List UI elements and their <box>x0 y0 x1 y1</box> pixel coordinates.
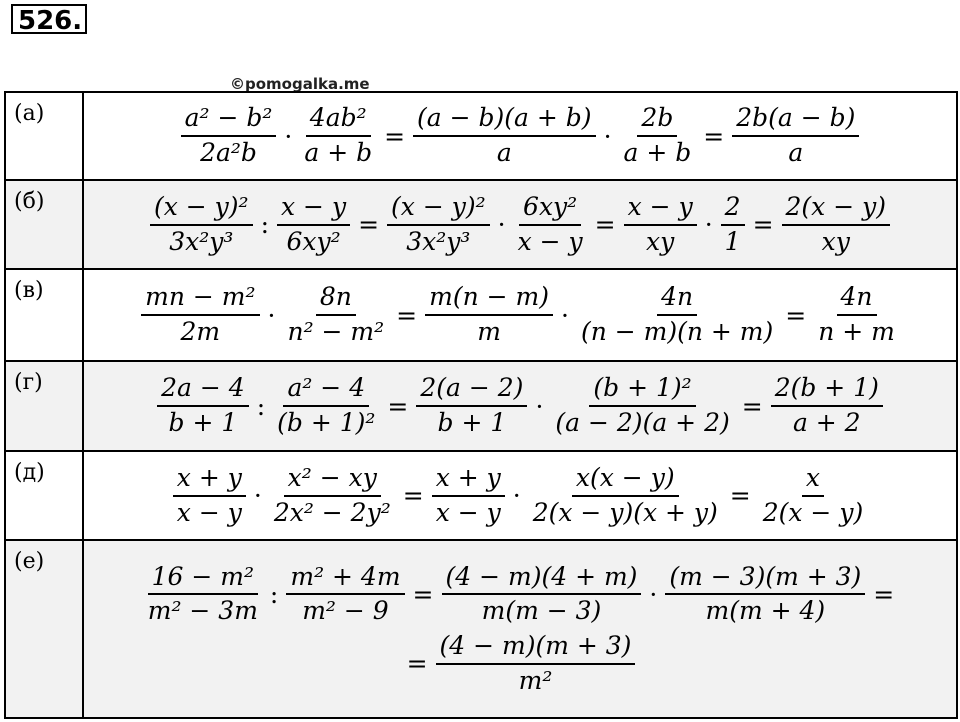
numerator: x + y <box>173 464 246 497</box>
equation <box>141 563 900 627</box>
expression-cell <box>83 361 957 451</box>
denominator: a <box>788 138 804 167</box>
denominator: a <box>496 138 512 167</box>
denominator: 2m <box>180 317 221 346</box>
row-label: (е) <box>5 540 83 718</box>
operator: = <box>396 300 418 330</box>
denominator: 3x²y³ <box>406 226 471 256</box>
expression-cell <box>83 269 957 361</box>
equation <box>178 104 863 168</box>
operator: · <box>561 300 569 330</box>
operator: = <box>594 210 616 239</box>
denominator: 6xy² <box>286 226 341 256</box>
denominator: 2(x − y)(x + y) <box>532 497 718 527</box>
table-row <box>5 269 957 361</box>
equation <box>138 283 902 347</box>
expression-cell <box>83 180 957 269</box>
fraction <box>732 104 859 168</box>
expression-cell <box>83 451 957 540</box>
fraction <box>514 193 587 257</box>
denominator: (a − 2)(a + 2) <box>555 408 730 437</box>
numerator: 2 <box>721 193 745 226</box>
operator: = <box>741 391 763 421</box>
fraction <box>273 374 379 438</box>
row-label: (в) <box>5 269 83 361</box>
denominator: xy <box>646 226 675 256</box>
numerator: a² − 4 <box>283 374 369 407</box>
numerator: 8n <box>316 283 356 316</box>
fraction <box>771 374 883 438</box>
numerator: 6xy² <box>519 193 581 226</box>
denominator: m(m − 3) <box>481 596 602 626</box>
fraction <box>577 283 777 347</box>
fraction <box>416 374 527 438</box>
equation <box>147 193 893 257</box>
fraction <box>721 193 745 257</box>
fraction <box>286 563 404 627</box>
table-row <box>5 361 957 451</box>
fraction <box>144 563 262 627</box>
operator: · <box>253 481 262 510</box>
operator: · <box>603 121 612 151</box>
row-label: (б) <box>5 180 83 269</box>
operator: = <box>402 481 424 510</box>
numerator: x − y <box>624 193 697 226</box>
denominator: 2a²b <box>200 138 257 167</box>
fraction <box>620 104 696 168</box>
numerator: (4 − m)(m + 3) <box>436 632 636 665</box>
numerator: 4n <box>657 283 697 316</box>
watermark: ©pomogalka.me <box>230 75 370 93</box>
row-label: (а) <box>5 92 83 180</box>
fraction <box>283 283 388 347</box>
operator: · <box>649 579 658 609</box>
fraction <box>387 193 490 257</box>
denominator: b + 1 <box>437 408 507 437</box>
denominator: n + m <box>818 317 895 346</box>
operator: : <box>260 210 270 239</box>
solutions-table <box>4 91 958 719</box>
numerator: (x − y)² <box>387 193 490 226</box>
operator: = <box>703 121 725 151</box>
operator: · <box>267 300 276 330</box>
operator: : <box>269 579 279 609</box>
denominator: (b + 1)² <box>277 408 376 437</box>
fraction <box>277 193 350 257</box>
denominator: xy <box>821 226 850 256</box>
table-row <box>5 540 957 718</box>
fraction <box>432 464 505 528</box>
numerator: 2a − 4 <box>157 374 249 407</box>
numerator: 16 − m² <box>148 563 258 596</box>
fraction <box>665 563 865 627</box>
numerator: (x − y)² <box>150 193 253 226</box>
denominator: 2x² − 2y² <box>273 497 391 527</box>
equation-continuation <box>402 632 639 696</box>
denominator: (n − m)(n + m) <box>580 317 774 346</box>
numerator: mn − m² <box>141 283 259 316</box>
fraction <box>150 193 253 257</box>
fraction <box>759 464 867 528</box>
numerator: x(x − y) <box>572 464 679 497</box>
denominator: m² − 3m <box>147 596 258 626</box>
numerator: x² − xy <box>284 464 381 497</box>
fraction <box>425 283 553 347</box>
denominator: a + 2 <box>792 408 861 437</box>
numerator: m(n − m) <box>425 283 553 316</box>
operator: = <box>729 481 751 510</box>
denominator: x − y <box>435 497 501 527</box>
numerator: 4n <box>837 283 877 316</box>
operator: = <box>406 649 428 679</box>
problem-number: 526. <box>11 4 87 34</box>
fraction <box>782 193 890 257</box>
numerator: m² + 4m <box>286 563 404 596</box>
operator: = <box>412 579 434 609</box>
fraction <box>814 283 899 347</box>
denominator: m² <box>518 665 553 695</box>
operator: = <box>387 391 409 421</box>
denominator: m <box>477 317 501 346</box>
numerator: (m − 3)(m + 3) <box>665 563 865 596</box>
numerator: (4 − m)(4 + m) <box>442 563 642 596</box>
denominator: a + b <box>623 138 692 167</box>
numerator: a² − b² <box>181 104 277 137</box>
operator: = <box>752 210 774 239</box>
operator: · <box>704 210 713 239</box>
numerator: x + y <box>432 464 505 497</box>
denominator: 2(x − y) <box>762 497 864 527</box>
numerator: x − y <box>277 193 350 226</box>
numerator: (b + 1)² <box>589 374 695 407</box>
fraction <box>624 193 697 257</box>
row-label: (г) <box>5 361 83 451</box>
table-row <box>5 451 957 540</box>
numerator: 2b <box>637 104 677 137</box>
fraction <box>413 104 596 168</box>
denominator: a + b <box>304 138 373 167</box>
expression-cell <box>83 540 957 718</box>
denominator: x − y <box>176 497 242 527</box>
denominator: x − y <box>517 226 583 256</box>
fraction <box>157 374 249 438</box>
fraction <box>436 632 636 696</box>
operator: : <box>256 391 266 421</box>
numerator: 2(b + 1) <box>771 374 883 407</box>
fraction <box>300 104 376 168</box>
numerator: 4ab² <box>306 104 371 137</box>
fraction <box>551 374 733 438</box>
table-row <box>5 180 957 269</box>
numerator: 2b(a − b) <box>732 104 859 137</box>
numerator: 2(x − y) <box>782 193 890 226</box>
operator: · <box>535 391 544 421</box>
expression-cell <box>83 92 957 180</box>
fraction <box>442 563 642 627</box>
fraction <box>270 464 395 528</box>
numerator: x <box>802 464 824 497</box>
operator: = <box>873 579 895 609</box>
operator: = <box>785 300 807 330</box>
operator: = <box>384 121 406 151</box>
operator: · <box>512 481 521 510</box>
fraction <box>141 283 259 347</box>
fraction <box>173 464 246 528</box>
denominator: 3x²y³ <box>169 226 234 256</box>
equation <box>170 464 870 528</box>
operator: = <box>358 210 380 239</box>
denominator: m² − 9 <box>302 596 389 626</box>
numerator: 2(a − 2) <box>416 374 527 407</box>
denominator: n² − m² <box>287 317 385 346</box>
denominator: m(m + 4) <box>705 596 826 626</box>
denominator: 1 <box>724 226 741 256</box>
fraction <box>181 104 277 168</box>
numerator: (a − b)(a + b) <box>413 104 596 137</box>
table-row <box>5 92 957 180</box>
denominator: b + 1 <box>168 408 238 437</box>
row-label: (д) <box>5 451 83 540</box>
equation <box>154 374 886 438</box>
operator: · <box>497 210 506 239</box>
operator: · <box>284 121 293 151</box>
fraction <box>529 464 722 528</box>
